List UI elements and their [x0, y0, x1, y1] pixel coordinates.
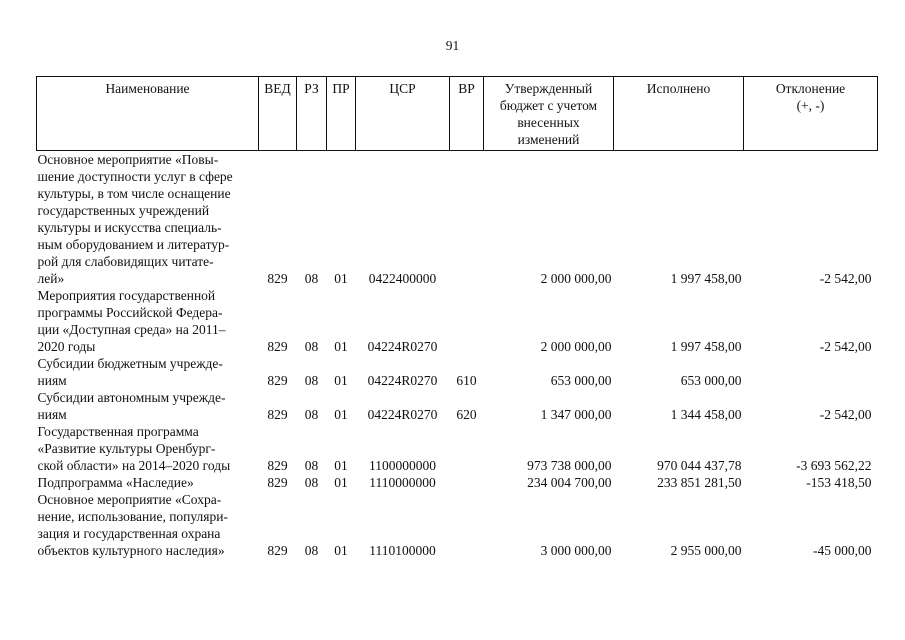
row-done: 1 997 458,00 [670, 271, 742, 286]
row-name-line: Основное мероприятие «Сохра- [37, 492, 222, 507]
row-csr: 1110100000 [369, 543, 436, 558]
row-vr [450, 491, 484, 559]
row-csr: 1100000000 [369, 458, 436, 473]
row-pr: 01 [334, 458, 348, 473]
row-deviation: -2 542,00 [819, 407, 872, 422]
row-name-line: Подпрограмма «Наследие» [37, 475, 194, 490]
table-row [37, 287, 878, 355]
row-name [37, 423, 259, 474]
table-row [37, 355, 878, 389]
row-rz: 08 [304, 458, 319, 473]
row-done: 970 044 437,78 [657, 458, 742, 473]
header-pr: ПР [327, 77, 356, 151]
row-name-line: государственных учреждений [37, 203, 210, 218]
row-name-line: программы Российской Федера- [37, 305, 223, 320]
row-deviation: -3 693 562,22 [796, 458, 872, 473]
row-done: 1 997 458,00 [670, 339, 742, 354]
header-ved: ВЕД [259, 77, 297, 151]
row-name-line: ской области» на 2014–2020 годы [37, 458, 231, 473]
row-name-line: «Развитие культуры Оренбург- [37, 441, 216, 456]
row-name-line: лей» [37, 271, 65, 286]
budget-execution-table [36, 76, 878, 559]
row-ved: 829 [267, 407, 288, 422]
row-deviation: -2 542,00 [819, 339, 872, 354]
row-ved: 829 [267, 339, 288, 354]
row-budget: 653 000,00 [550, 373, 612, 388]
row-done: 1 344 458,00 [670, 407, 742, 422]
row-name-line: шение доступности услуг в сфере [37, 169, 233, 184]
row-rz: 08 [304, 407, 319, 422]
budget-table-container [36, 76, 877, 559]
header-deviation-line: (+, -) [796, 98, 825, 113]
row-deviation: -2 542,00 [819, 271, 872, 286]
row-name [37, 474, 259, 491]
row-pr: 01 [334, 543, 348, 558]
row-name [37, 491, 259, 559]
page-number: 91 [445, 38, 460, 53]
table-row [37, 151, 878, 288]
row-ved: 829 [267, 458, 288, 473]
row-name-line: Субсидии бюджетным учрежде- [37, 356, 223, 371]
row-budget: 234 004 700,00 [527, 475, 612, 490]
row-vr [450, 423, 484, 474]
row-name-line: Мероприятия государственной [37, 288, 216, 303]
row-name-line: рой для слабовидящих читате- [37, 254, 214, 269]
row-ved: 829 [267, 271, 288, 286]
row-csr: 0422400000 [368, 271, 437, 286]
row-name-line: Основное мероприятие «Повы- [37, 152, 219, 167]
header-rz: РЗ [297, 77, 327, 151]
row-vr [450, 151, 484, 288]
row-ved: 829 [267, 475, 288, 490]
row-rz: 08 [304, 271, 319, 286]
header-budget-line: изменений [517, 132, 580, 147]
row-pr: 01 [334, 271, 348, 286]
row-done: 233 851 281,50 [657, 475, 742, 490]
row-budget: 1 347 000,00 [540, 407, 612, 422]
row-name [37, 151, 259, 288]
row-csr: 04224R0270 [367, 339, 438, 354]
row-pr: 01 [334, 475, 348, 490]
row-ved: 829 [267, 543, 288, 558]
row-pr: 01 [334, 407, 348, 422]
row-rz: 08 [304, 339, 319, 354]
row-deviation: -45 000,00 [813, 543, 872, 558]
header-vr: ВР [450, 77, 484, 151]
row-budget: 3 000 000,00 [540, 543, 612, 558]
table-row [37, 389, 878, 423]
header-deviation-line: Отклонение [775, 81, 846, 96]
table-row [37, 423, 878, 474]
header-budget [484, 77, 614, 151]
row-name-line: ции «Доступная среда» на 2011– [37, 322, 226, 337]
header-name: Наименование [37, 77, 259, 151]
row-vr [450, 287, 484, 355]
row-name [37, 389, 259, 423]
row-name [37, 355, 259, 389]
table-body [37, 151, 878, 560]
row-name-line: Субсидии автономным учрежде- [37, 390, 226, 405]
header-done: Исполнено [614, 77, 744, 151]
row-done: 653 000,00 [680, 373, 742, 388]
row-budget: 2 000 000,00 [540, 271, 612, 286]
row-name-line: 2020 годы [37, 339, 96, 354]
row-csr: 04224R0270 [367, 373, 438, 388]
row-name-line: зация и государственная охрана [37, 526, 221, 541]
row-name-line: ниям [37, 373, 67, 388]
row-done: 2 955 000,00 [670, 543, 742, 558]
row-deviation [744, 355, 878, 389]
header-deviation [744, 77, 878, 151]
row-name-line: культуры и искусства специаль- [37, 220, 222, 235]
row-vr: 610 [456, 373, 477, 388]
table-header [37, 77, 878, 151]
row-rz: 08 [304, 475, 319, 490]
row-ved: 829 [267, 373, 288, 388]
row-name-line: объектов культурного наследия» [37, 543, 225, 558]
row-name-line: нение, использование, популяри- [37, 509, 228, 524]
header-budget-line: Утвержденный [504, 81, 593, 96]
row-vr: 620 [456, 407, 477, 422]
row-csr: 1110000000 [369, 475, 436, 490]
row-name-line: ным оборудованием и литератур- [37, 237, 230, 252]
table-row [37, 474, 878, 491]
row-rz: 08 [304, 543, 319, 558]
row-budget: 973 738 000,00 [527, 458, 612, 473]
header-budget-line: внесенных [517, 115, 580, 130]
table-row [37, 491, 878, 559]
header-budget-line: бюджет с учетом [499, 98, 598, 113]
row-csr: 04224R0270 [367, 407, 438, 422]
row-vr [450, 474, 484, 491]
row-rz: 08 [304, 373, 319, 388]
row-name-line: культуры, в том числе оснащение [37, 186, 231, 201]
row-pr: 01 [334, 373, 348, 388]
row-deviation: -153 418,50 [806, 475, 872, 490]
row-name-line: Государственная программа [37, 424, 199, 439]
header-csr: ЦСР [356, 77, 450, 151]
row-budget: 2 000 000,00 [540, 339, 612, 354]
row-pr: 01 [334, 339, 348, 354]
row-name-line: ниям [37, 407, 67, 422]
row-name [37, 287, 259, 355]
